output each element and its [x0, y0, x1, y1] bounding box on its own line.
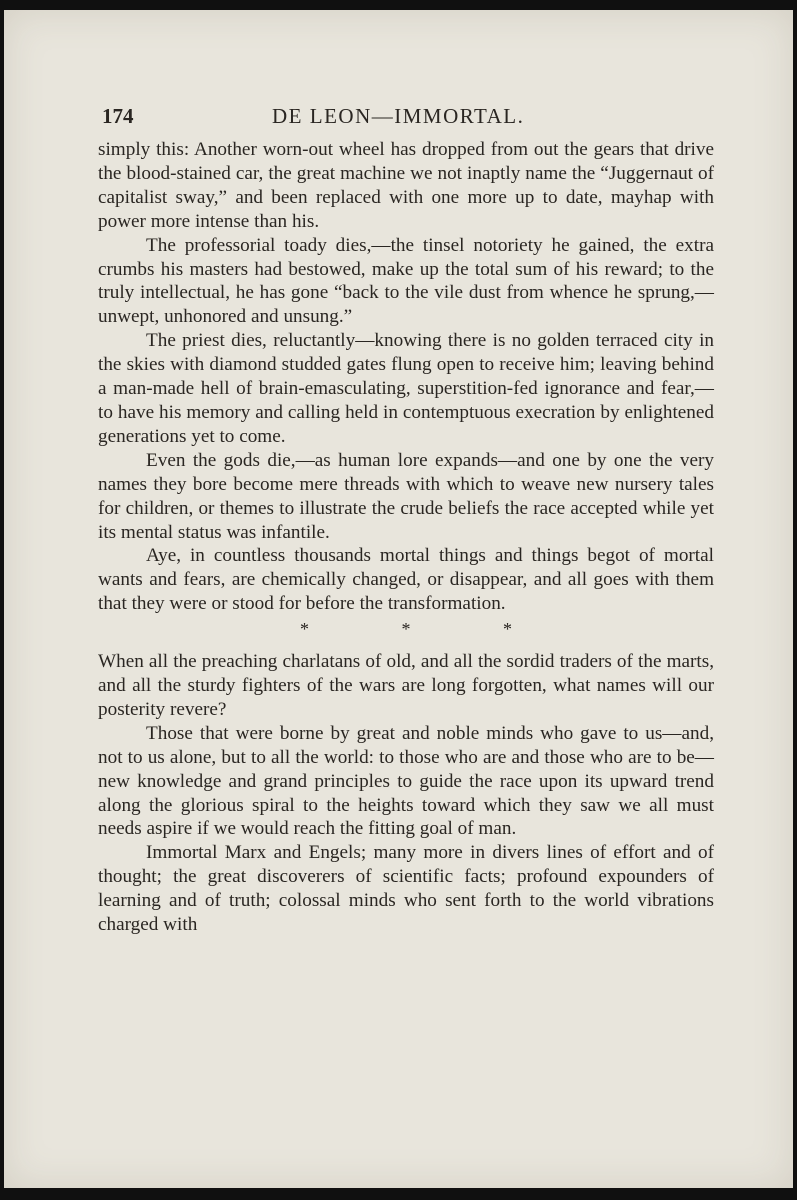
page-header	[102, 104, 712, 134]
paragraph: Those that were borne by great and noble minds who gave to us—and, not to us alone, but to all the world: to those who are and those who are to be—new knowledge and grand principles to guide the race upon its upward trend along the glorious spiral to the heights toward which they saw we all must needs aspire if we would reach the fitting goal of man.	[98, 722, 714, 840]
body-text	[98, 138, 714, 937]
paragraph: The priest dies, reluctantly—knowing there is no golden terraced city in the skies with diamond studded gates flung open to receive him; leaving behind a man-made hell of brain-emasculating, superstition-fed ignorance and fear,—to have his memory and calling held in contemptuous execration by enlightened generations yet to come.	[98, 330, 714, 447]
section-separator: * * *	[300, 619, 556, 640]
paragraph: Immortal Marx and Engels; many more in divers lines of effort and of thought; the great discoverers of scientific facts; profound expounders of learning and of truth; colossal minds who sent forth to the world vibrations charged with	[98, 842, 714, 936]
paragraph: Aye, in countless thousands mortal things and things begot of mortal wants and fears, are chemically changed, or disappear, and all goes with them that they were or stood for before the transformation.	[98, 545, 714, 615]
paragraph: When all the preaching charlatans of old, and all the sordid traders of the marts, and all the sturdy fighters of the wars are long forgotten, what names will our posterity revere?	[98, 651, 714, 720]
paragraph: Even the gods die,—as human lore expands—and one by one the very names they bore become mere threads with which to weave new nursery tales for children, or themes to illustrate the crude beliefs the race accepted while yet its mental status was infantile.	[98, 449, 714, 543]
paragraph: The professorial toady dies,—the tinsel notoriety he gained, the extra crumbs his masters had bestowed, make up the total sum of his reward; to the truly intellectual, he has gone “back to the vile dust from whence he sprung,—unwept, unhonored and unsung.”	[98, 234, 714, 328]
page-number: 174	[102, 104, 134, 128]
running-head: DE LEON—IMMORTAL.	[272, 104, 525, 128]
paragraph: simply this: Another worn-out wheel has dropped from out the gears that drive the blood-stained car, the great machine we not inaptly name the “Juggernaut of capitalist sway,” and been replaced with one more up to date, mayhap with power more intense than his.	[98, 139, 714, 232]
